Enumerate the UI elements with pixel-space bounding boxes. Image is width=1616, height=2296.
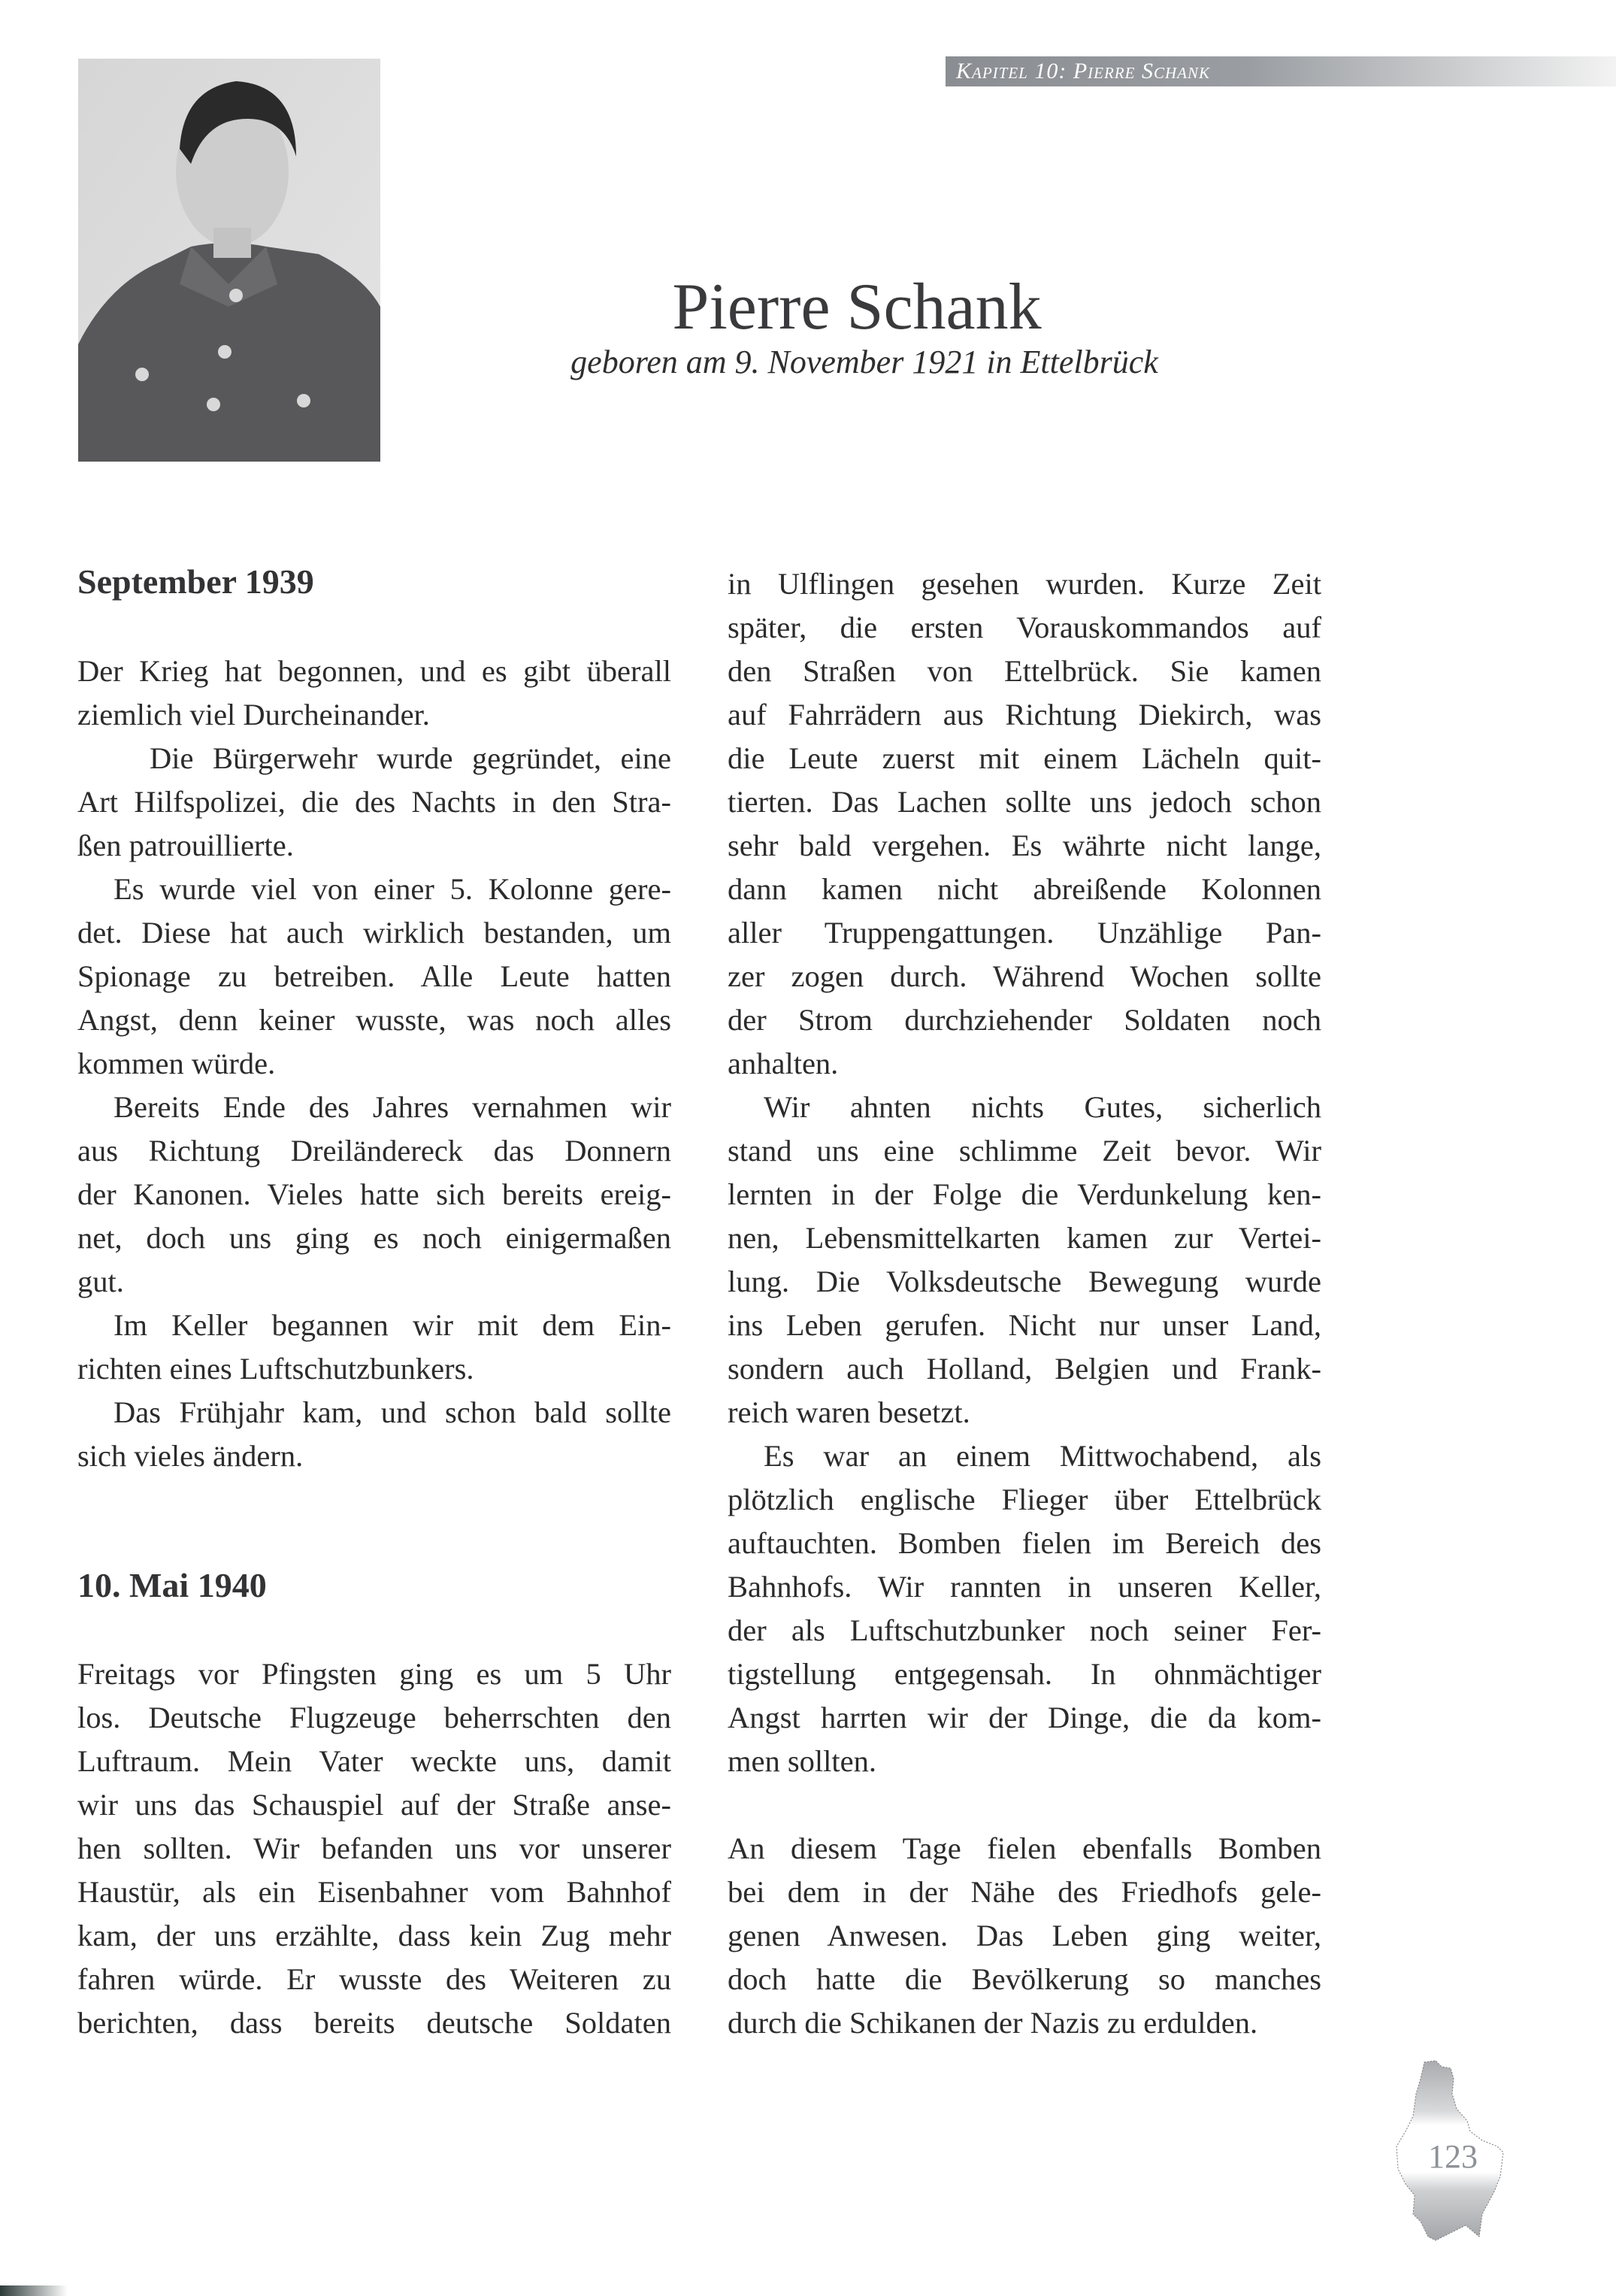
paragraph — [728, 1086, 1321, 1434]
paragraph — [728, 1827, 1321, 2045]
text-line: richten eines Luftschutzbunkers. — [77, 1352, 474, 1386]
portrait-photo — [78, 59, 380, 462]
text-line: tierten. Das Lachen sollte uns jedoch schon — [728, 785, 1321, 819]
text-line: Art Hilfspolizei, die des Nachts in den Stra- — [77, 785, 671, 819]
text-line: Bereits Ende des Jahres vernahmen wir — [113, 1090, 671, 1124]
running-header — [946, 56, 1616, 86]
text-line: reich waren besetzt. — [728, 1395, 970, 1429]
text-line: Es wurde viel von einer 5. Kolonne gere- — [113, 872, 671, 906]
text-line: gut. — [77, 1265, 124, 1298]
text-line: lernten in der Folge die Verdunkelung ken- — [728, 1177, 1321, 1211]
scan-edge-shadow — [0, 2285, 68, 2296]
text-line: Die Bürgerwehr wurde gegründet, eine — [150, 741, 671, 775]
text-line: bei dem in der Nähe des Friedhofs gele- — [728, 1875, 1321, 1909]
text-line: ins Leben gerufen. Nicht nur unser Land, — [728, 1308, 1321, 1342]
paragraph — [77, 1652, 671, 2045]
text-line: lung. Die Volksdeutsche Bewegung wurde — [728, 1265, 1321, 1298]
text-line: doch hatte die Bevölkerung so manches — [728, 1962, 1321, 1996]
text-line: Bahnhofs. Wir rannten in unseren Keller, — [728, 1570, 1321, 1604]
paragraph — [728, 1434, 1321, 1783]
text-line: fahren würde. Er wusste des Weiteren zu — [77, 1962, 671, 1996]
text-line: sehr bald vergehen. Es währte nicht lange, — [728, 828, 1321, 862]
text-line: auftauchten. Bomben fielen im Bereich des — [728, 1526, 1321, 1560]
text-line: ziemlich viel Durcheinander. — [77, 698, 430, 732]
text-line: zer zogen durch. Während Wochen sollte — [728, 959, 1321, 993]
text-line: hen sollten. Wir befanden uns vor unserer — [77, 1831, 671, 1865]
text-line: durch die Schikanen der Nazis zu erdulden. — [728, 2006, 1258, 2040]
text-line: Es war an einem Mittwochabend, als — [764, 1439, 1321, 1473]
text-line: berichten, dass bereits deutsche Soldaten — [77, 2006, 671, 2040]
text-line: in Ulflingen gesehen wurden. Kurze Zeit — [728, 567, 1321, 601]
text-line: genen Anwesen. Das Leben ging weiter, — [728, 1919, 1321, 1952]
paragraph — [77, 868, 671, 1086]
text-line: Spionage zu betreiben. Alle Leute hatten — [77, 959, 671, 993]
text-line: tigstellung entgegensah. In ohnmächtiger — [728, 1657, 1321, 1691]
paragraph — [77, 650, 671, 737]
text-line: los. Deutsche Flugzeuge beherrschten den — [77, 1701, 671, 1734]
paragraph — [77, 1391, 671, 1478]
text-line: Der Krieg hat begonnen, und es gibt überall — [77, 654, 671, 688]
page-title: Pierre Schank — [672, 270, 1042, 344]
text-line: net, doch uns ging es noch einigermaßen — [77, 1221, 671, 1255]
text-line: sondern auch Holland, Belgien und Frank- — [728, 1352, 1321, 1386]
text-line: det. Diese hat auch wirklich bestanden, um — [77, 916, 671, 950]
text-line: stand uns eine schlimme Zeit bevor. Wir — [728, 1134, 1321, 1168]
paragraph — [77, 1304, 671, 1391]
text-line: wir uns das Schauspiel auf der Straße anse- — [77, 1788, 671, 1822]
section-heading-september-1939: September 1939 — [77, 562, 314, 601]
text-line: plötzlich englische Flieger über Ettelbrück — [728, 1483, 1321, 1516]
text-line: später, die ersten Vorauskommandos auf — [728, 610, 1321, 644]
text-line: der als Luftschutzbunker noch seiner Fer- — [728, 1613, 1321, 1647]
text-line: nen, Lebensmittelkarten kamen zur Vertei- — [728, 1221, 1321, 1255]
text-line: Angst, denn keiner wusste, was noch alles — [77, 1003, 671, 1037]
text-line: Luftraum. Mein Vater weckte uns, damit — [77, 1744, 671, 1778]
text-line: dann kamen nicht abreißende Kolonnen — [728, 872, 1321, 906]
text-line: men sollten. — [728, 1744, 876, 1778]
text-line: aller Truppengattungen. Unzählige Pan- — [728, 916, 1321, 950]
text-line: Haustür, als ein Eisenbahner vom Bahnhof — [77, 1875, 671, 1909]
text-line: der Strom durchziehender Soldaten noch — [728, 1003, 1321, 1037]
text-line: kam, der uns erzählte, dass kein Zug mehr — [77, 1919, 671, 1952]
text-line: An diesem Tage fielen ebenfalls Bomben — [728, 1831, 1321, 1865]
text-line: Wir ahnten nichts Gutes, sicherlich — [764, 1090, 1321, 1124]
text-line: kommen würde. — [77, 1047, 276, 1080]
chapter-label: Kapitel 10: Pierre Schank — [956, 59, 1210, 83]
text-line: aus Richtung Dreiländereck das Donnern — [77, 1134, 671, 1168]
paragraph — [728, 562, 1321, 1086]
portrait-image — [78, 59, 380, 462]
text-line: anhalten. — [728, 1047, 839, 1080]
text-line: sich vieles ändern. — [77, 1439, 304, 1473]
text-line: Im Keller begannen wir mit dem Ein- — [113, 1308, 671, 1342]
text-line: Das Frühjahr kam, und schon bald sollte — [113, 1395, 671, 1429]
section-heading-10-mai-1940: 10. Mai 1940 — [77, 1566, 267, 1604]
text-line: den Straßen von Ettelbrück. Sie kamen — [728, 654, 1321, 688]
text-line: Angst harrten wir der Dinge, die da kom- — [728, 1701, 1321, 1734]
page-number: 123 — [1428, 2138, 1478, 2175]
text-line: Freitags vor Pfingsten ging es um 5 Uhr — [77, 1657, 671, 1691]
paragraph — [77, 737, 671, 868]
text-line: auf Fahrrädern aus Richtung Diekirch, was — [728, 698, 1321, 732]
paragraph — [77, 1086, 671, 1304]
text-line: der Kanonen. Vieles hatte sich bereits ereig- — [77, 1177, 671, 1211]
text-line: ßen patrouillierte. — [77, 828, 294, 862]
text-line: die Leute zuerst mit einem Lächeln quit- — [728, 741, 1321, 775]
birth-subtitle: geboren am 9. November 1921 in Ettelbrück — [570, 344, 1158, 380]
